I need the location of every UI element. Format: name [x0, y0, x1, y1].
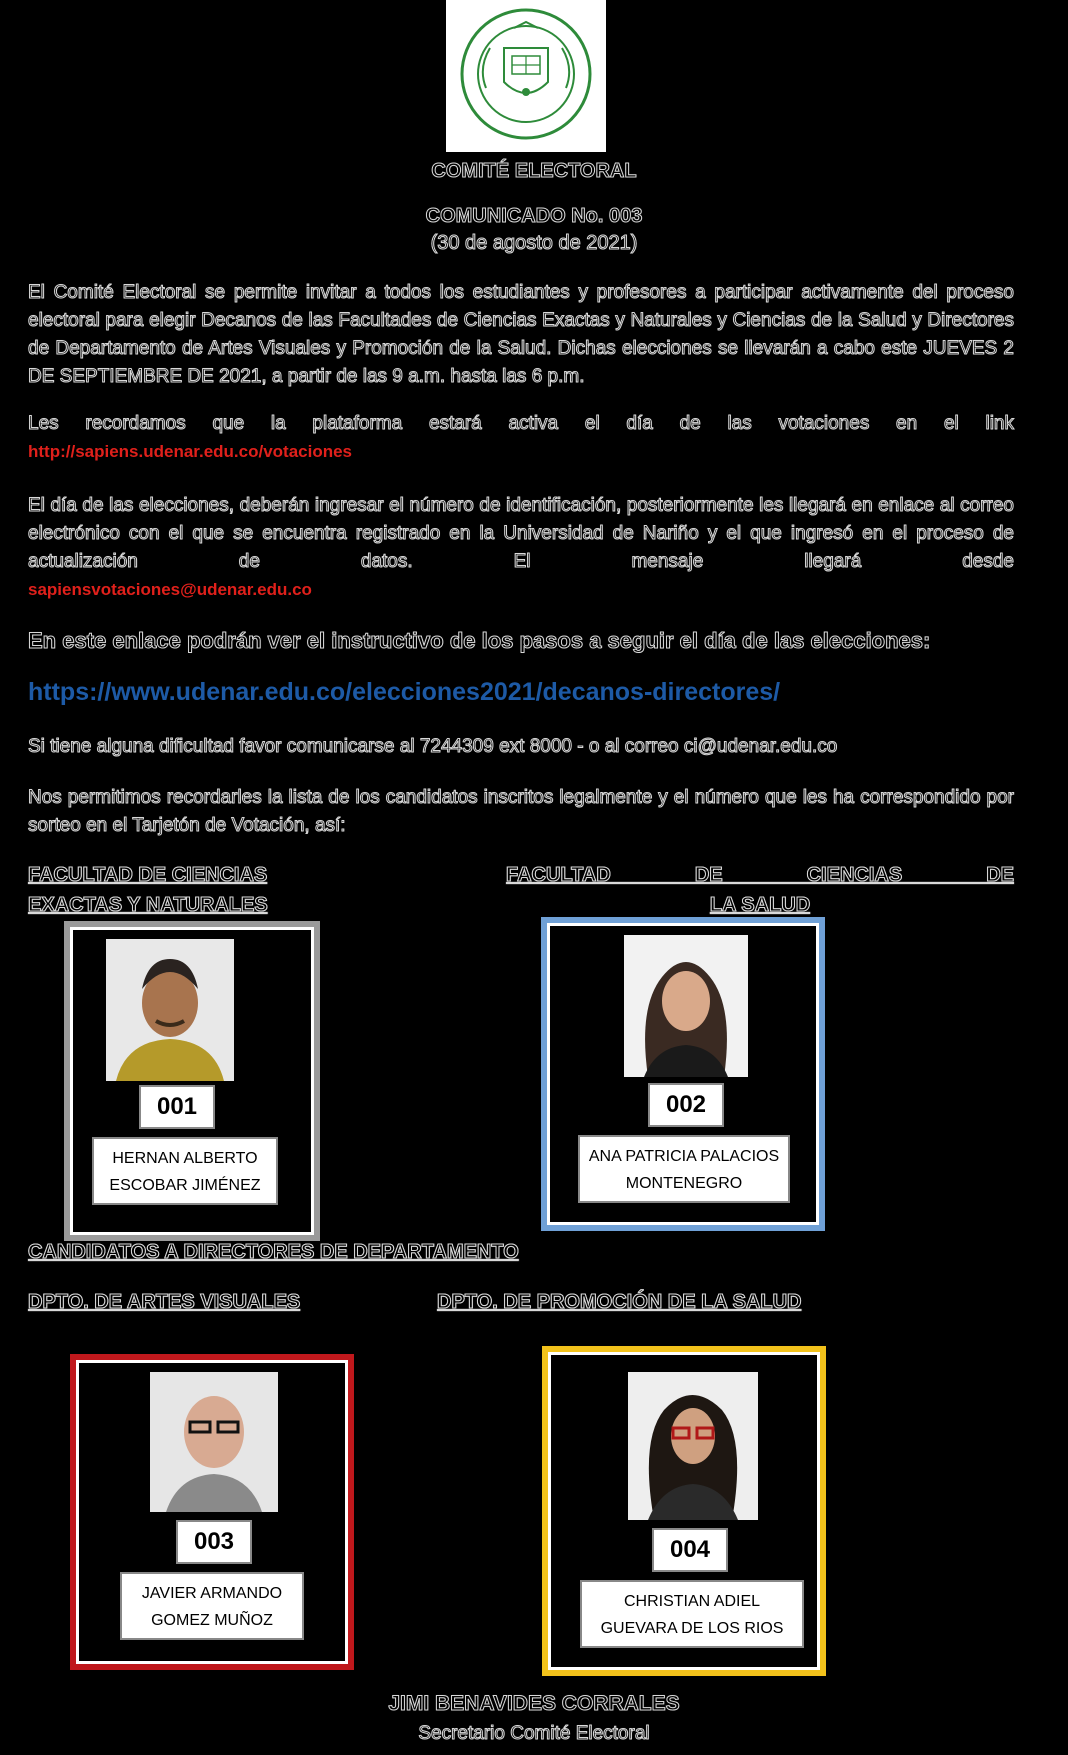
- directors-heading: CANDIDATOS A DIRECTORES DE DEPARTAMENTO: [28, 1241, 519, 1263]
- candidate-name-001-line2: ESCOBAR JIMÉNEZ: [109, 1177, 261, 1194]
- platform-text: Les recordamos que la plataforma estará activa el día de las votaciones en el link: [28, 413, 1014, 434]
- communique-number: COMUNICADO No. 003: [425, 205, 643, 227]
- sender-email-link[interactable]: sapiensvotaciones@udenar.edu.co: [28, 580, 312, 599]
- intro-paragraph: El Comité Electoral se permite invitar a todos los estudiantes y profesores a participar activamente del proceso electoral para elegir Decanos de las Facultades de Ciencias Exactas y Naturales y Ciencias de la Salud y Directores de Departamento de Artes Visuales y Promoción de la Salud. Dichas elecciones se llevarán a cabo este JUEVES 2 DE SEPTIEMBRE DE 2021, a partir de las 9 a.m. hasta las 6 p.m.: [28, 282, 1014, 387]
- instructions-link[interactable]: https://www.udenar.edu.co/elecciones2021/decanos-directores/: [28, 678, 781, 706]
- candidate-name-004-line1: CHRISTIAN ADIEL: [623, 1593, 761, 1610]
- candidate-number-003: 003: [176, 1520, 252, 1564]
- candidate-name-004: [580, 1580, 804, 1648]
- candidate-name-002-line1: ANA PATRICIA PALACIOS: [588, 1148, 780, 1165]
- candidate-name-003-line2: GOMEZ MUÑOZ: [151, 1612, 273, 1629]
- candidate-photo-003: [150, 1372, 278, 1512]
- university-seal-logo: [446, 0, 606, 152]
- dept-arts-heading: DPTO. DE ARTES VISUALES: [28, 1291, 301, 1313]
- candidate-photo-004: [628, 1372, 758, 1520]
- candidate-name-003: [120, 1572, 304, 1640]
- candidate-name-002-line2: MONTENEGRO: [625, 1175, 743, 1192]
- candidate-name-001-line1: HERNAN ALBERTO: [112, 1150, 258, 1167]
- candidate-name-003-line1: JAVIER ARMANDO: [141, 1585, 283, 1602]
- faculty-exact-line2: EXACTAS Y NATURALES: [28, 894, 268, 916]
- signature-title: Secretario Comité Electoral: [418, 1723, 650, 1744]
- contact-text: Si tiene alguna dificultad favor comunicarse al 7244309 ext 8000 - o al correo ci@udenar.edu.co: [28, 736, 838, 757]
- candidate-photo-001: [106, 939, 234, 1081]
- candidate-card-002: [541, 917, 825, 1231]
- candidate-name-002: [578, 1135, 790, 1203]
- voting-link[interactable]: http://sapiens.udenar.edu.co/votaciones: [28, 442, 353, 461]
- platform-paragraph: [28, 410, 1014, 466]
- committee-title: COMITÉ ELECTORAL: [431, 160, 637, 182]
- candidate-card-004: [542, 1346, 826, 1676]
- candidate-number-004: 004: [652, 1528, 728, 1572]
- candidate-name-001: [92, 1137, 278, 1205]
- communique-date: (30 de agosto de 2021): [430, 232, 638, 254]
- candidate-photo-002: [624, 935, 748, 1077]
- candidate-card-003: [70, 1354, 354, 1670]
- signature-name: JIMI BENAVIDES CORRALES: [388, 1692, 680, 1715]
- candidate-name-004-line2: GUEVARA DE LOS RIOS: [600, 1620, 784, 1637]
- seal-icon: [446, 0, 606, 152]
- faculty-health-line2: LA SALUD: [709, 894, 811, 916]
- elections-paragraph: [28, 492, 1014, 604]
- candidate-number-002: 002: [648, 1083, 724, 1127]
- faculty-exact-line1: FACULTAD DE CIENCIAS: [28, 864, 268, 886]
- candidate-card-001: [64, 921, 320, 1241]
- faculty-exact-heading: [28, 860, 268, 920]
- elections-text: El día de las elecciones, deberán ingresar el número de identificación, posteriormente les llegará en enlace al correo electrónico con el que se encuentra registrado en la Universidad de Nariño y el que ingresó en el proceso de actualización de datos. El mensaje llegará desde: [28, 495, 1014, 572]
- dept-health-heading: DPTO. DE PROMOCIÓN DE LA SALUD: [437, 1291, 802, 1313]
- candidates-intro: Nos permitimos recordarles la lista de los candidatos inscritos legalmente y el número que les ha correspondido por sorteo en el Tarjetón de Votación, así:: [28, 787, 1014, 836]
- candidate-number-001: 001: [139, 1085, 215, 1129]
- instructions-text: En este enlace podrán ver el instructivo de los pasos a seguir el día de las elecciones:: [28, 628, 931, 653]
- faculty-health-line1: FACULTAD DE CIENCIAS DE: [506, 864, 1014, 886]
- faculty-health-heading: [506, 860, 1014, 920]
